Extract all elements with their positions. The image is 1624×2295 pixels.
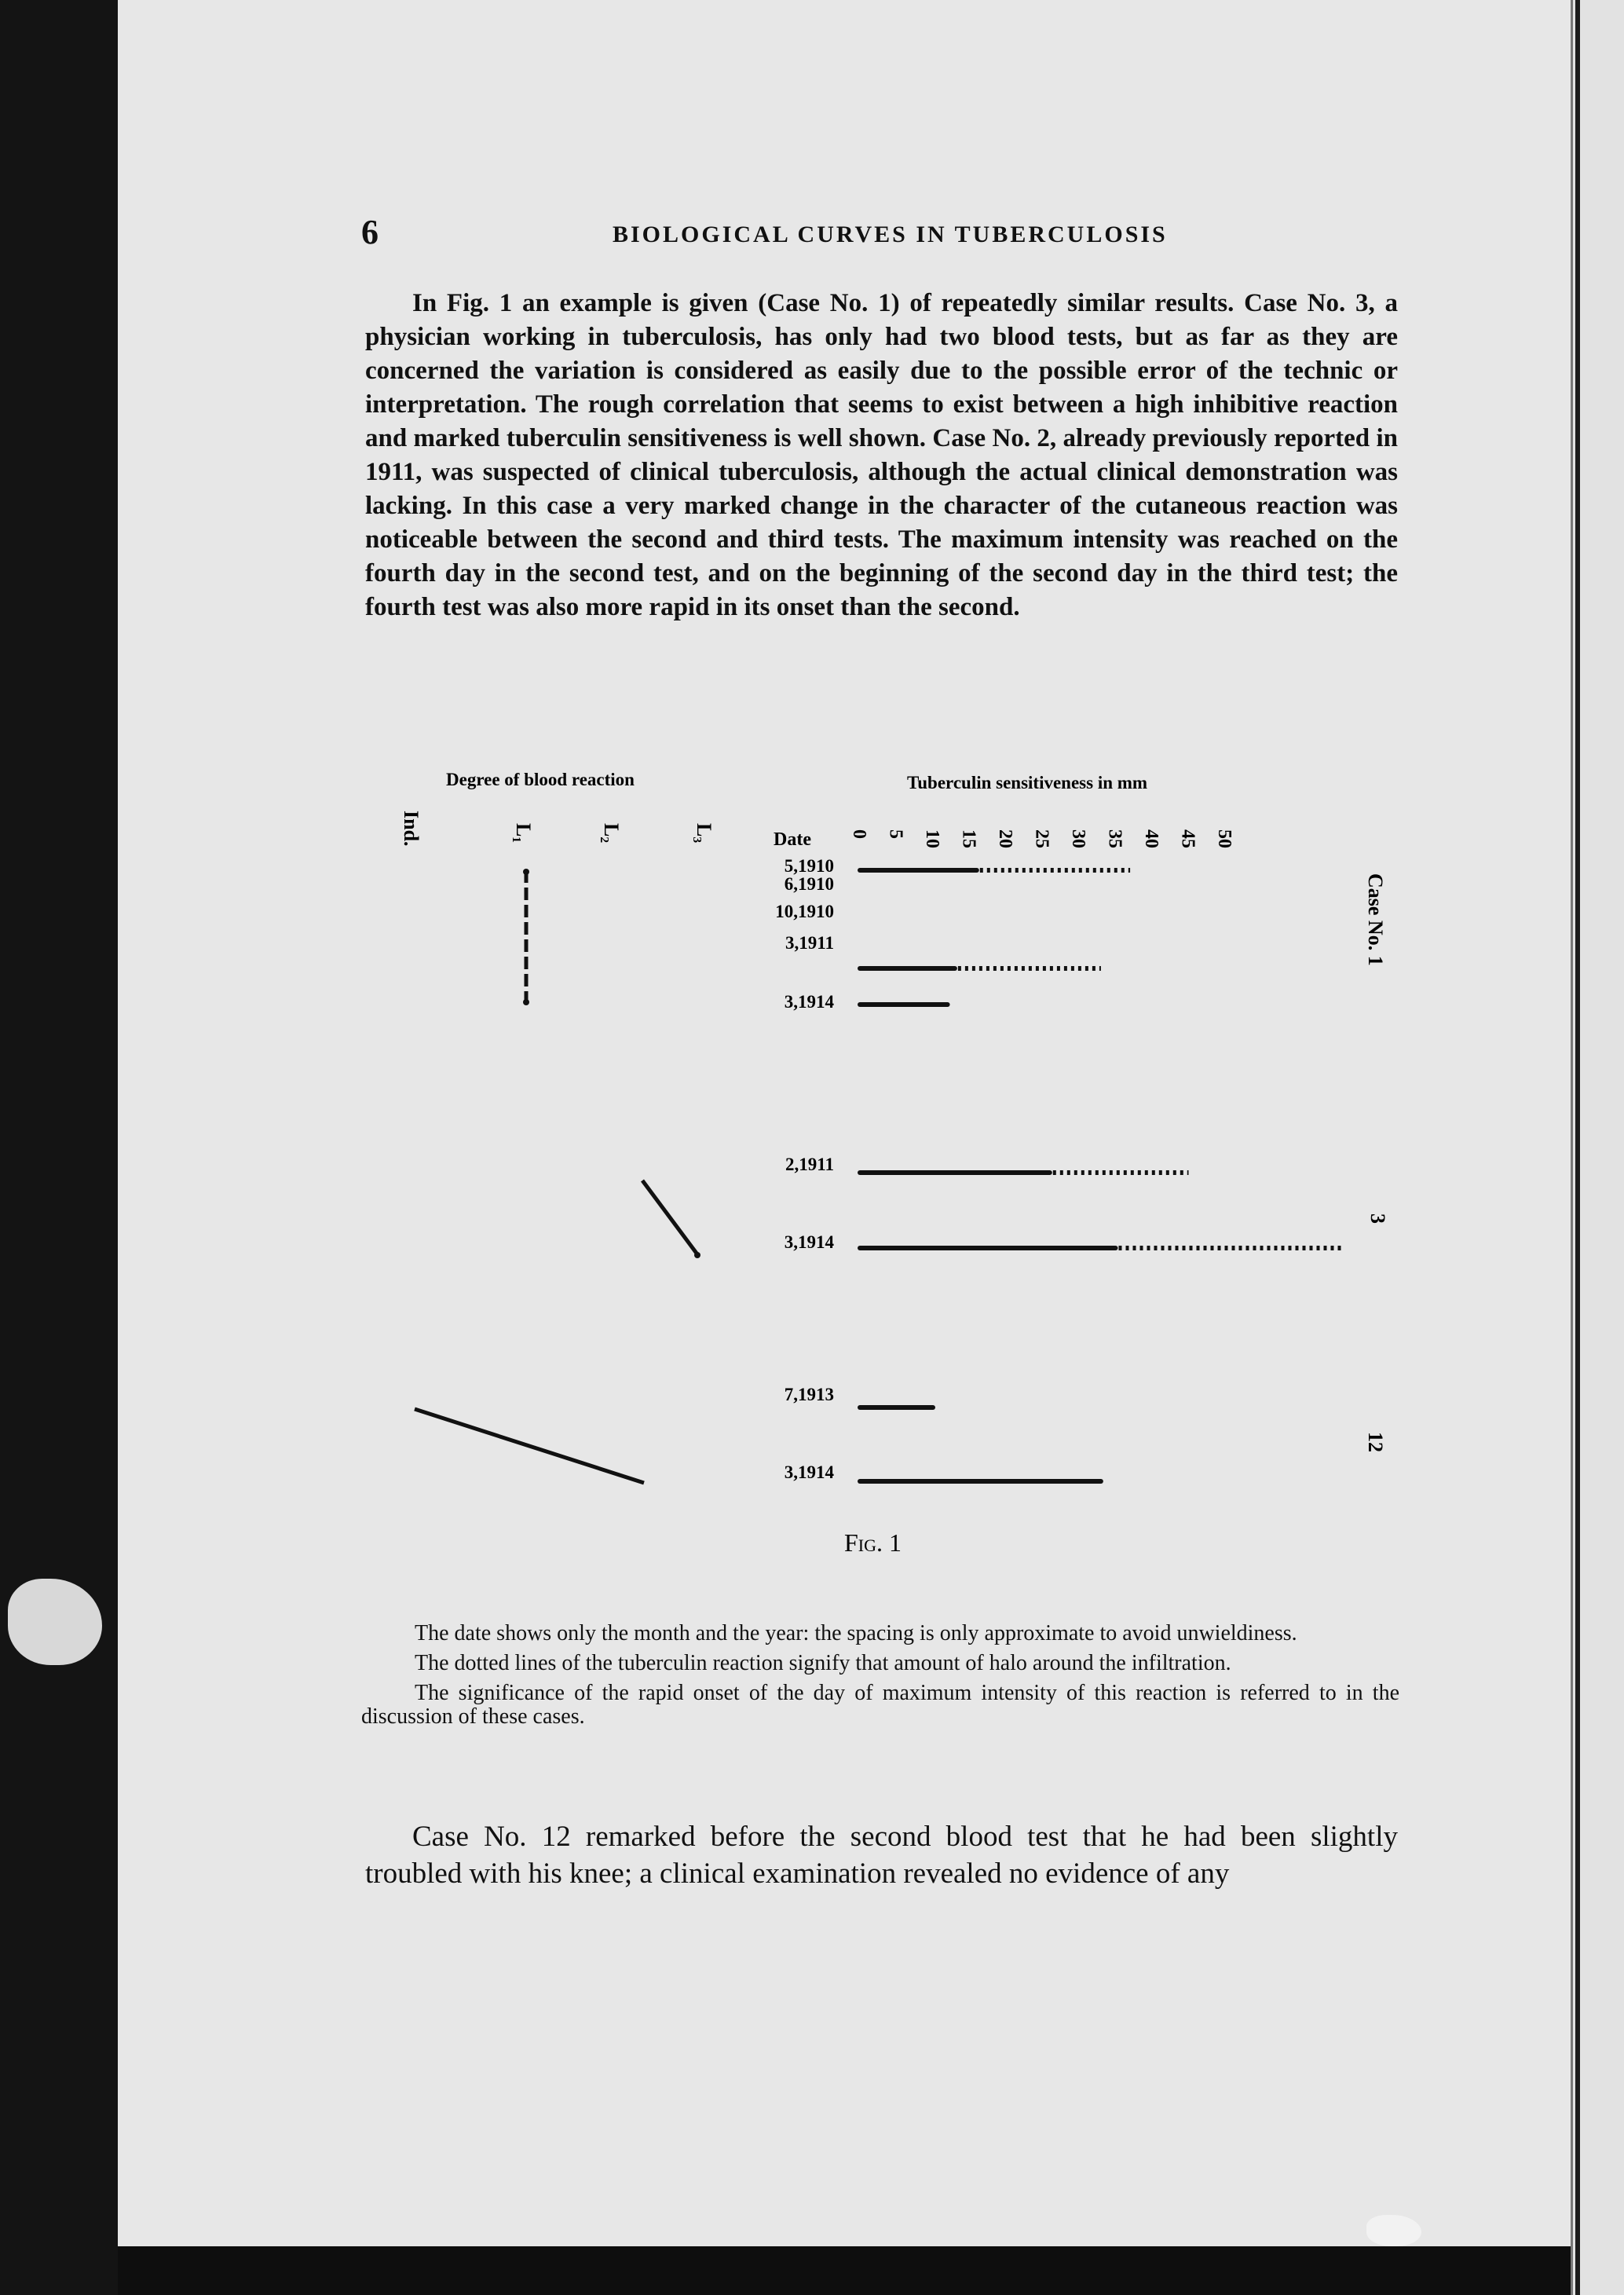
date-label: 3,1914 — [784, 1232, 834, 1252]
mm-tick-label: 25 — [1031, 829, 1052, 848]
date-header: Date — [774, 829, 811, 850]
date-label: 6,1910 — [784, 874, 834, 894]
mm-tick-label: 0 — [849, 829, 869, 839]
mm-tick-label: 45 — [1177, 829, 1198, 848]
mm-tick-label: 40 — [1141, 829, 1161, 848]
page-number: 6 — [361, 213, 379, 251]
date-label: 10,1910 — [775, 902, 834, 921]
mm-tick-label: 35 — [1104, 829, 1125, 848]
reaction-levels — [400, 811, 715, 847]
mm-tick-label: 10 — [922, 829, 942, 848]
date-label: 7,1913 — [784, 1385, 834, 1404]
date-label: 3,1911 — [785, 933, 834, 953]
date-label: 3,1914 — [784, 1462, 834, 1482]
paragraph-text: In Fig. 1 an example is given (Case No. 1) of repeatedly similar results. Case No. 3, a physician working in tuberculosis, has only had two blood tests, but as far as they are concerned the variation is considered as easily due to the possible error of the technic or interpretation. The rough correlation that seems to exist between a high inhibitive reaction and marked tuberculin sensitiveness is well shown. Case No. 2, already previously reported in 1911, was suspected of clinical tuberculosis, although the actual clinical demonstration was lacking. In this case a very marked change in the character of the cutaneous reaction was noticeable between the second and third tests. The maximum intensity was reached on the fourth day in the second test, and on the beginning of the second day in the third test; the fourth test was also more rapid in its onset than the second. — [365, 289, 1398, 621]
date-label: 5,1910 — [784, 856, 834, 876]
mm-tick-label: 5 — [885, 829, 906, 839]
case-1-reaction-point — [523, 999, 529, 1005]
figure-caption: Fig. 1 — [844, 1528, 902, 1557]
date-label: 2,1911 — [785, 1155, 834, 1174]
level-label: Ind. — [400, 811, 422, 847]
case-3-reaction-line — [642, 1180, 697, 1254]
mm-tick-label: 30 — [1068, 829, 1088, 848]
paragraph-text: Case No. 12 remarked before the second blood test that he had been slightly troubled with his knee; a clinical examination revealed no evidence of any — [365, 1821, 1398, 1890]
mm-ticks — [849, 829, 1234, 848]
level-label: L₂ — [600, 823, 623, 844]
case-label: Case No. 1 — [1364, 873, 1387, 966]
case-1-reaction-point — [523, 869, 529, 875]
mm-tick-label: 50 — [1214, 829, 1234, 848]
note-text: The significance of the rapid onset of the day of maximum intensity of this reaction is referred to in the discussion of these cases. — [361, 1681, 1399, 1729]
figure-notes — [361, 1622, 1399, 1735]
note-text: The dotted lines of the tuberculin reaction signify that amount of halo around the infiltration. — [415, 1651, 1231, 1675]
case-label: 12 — [1364, 1432, 1387, 1452]
mm-tick-label: 15 — [958, 829, 979, 848]
level-label: L₃ — [693, 823, 715, 844]
case-12-reaction-line — [415, 1409, 644, 1483]
left-header: Degree of blood reaction — [446, 770, 635, 789]
case-label: 3 — [1366, 1213, 1389, 1224]
mm-tick-label: 20 — [995, 829, 1015, 848]
note-text: The date shows only the month and the year: the spacing is only approximate to avoid unwieldiness. — [415, 1621, 1297, 1645]
right-header: Tuberculin sensitiveness in mm — [907, 773, 1148, 792]
case-labels — [1364, 873, 1389, 1452]
body-paragraph-bottom — [365, 1818, 1398, 1892]
sensitivity-bars — [860, 870, 1342, 1481]
running-head: BIOLOGICAL CURVES IN TUBERCULOSIS — [613, 221, 1168, 247]
level-label: L₁ — [512, 823, 535, 844]
date-label: 3,1914 — [784, 992, 834, 1012]
date-labels — [775, 856, 834, 1482]
blood-reaction-curves — [415, 869, 700, 1483]
case-3-reaction-point — [694, 1252, 700, 1258]
